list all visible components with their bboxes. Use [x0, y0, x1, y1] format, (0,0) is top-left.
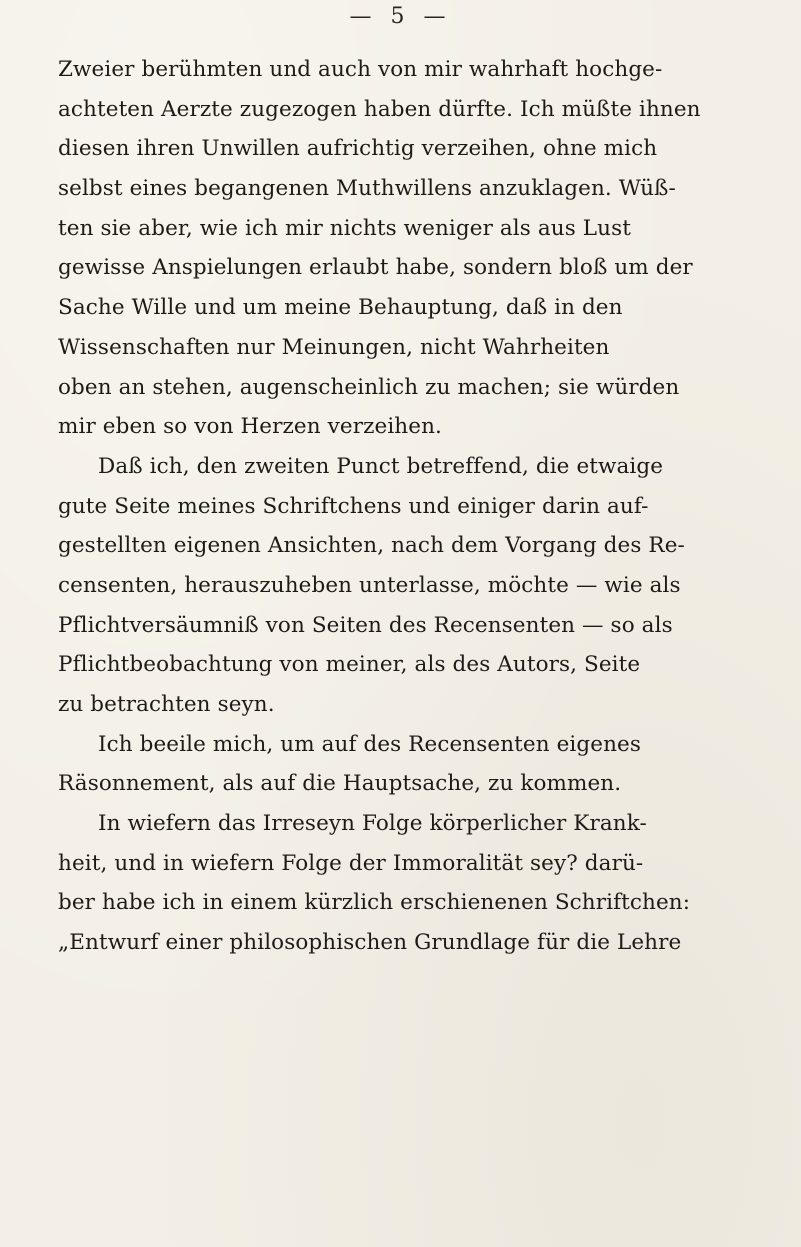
- text-line: Wissenschaften nur Meinungen, nicht Wahrheiten: [58, 334, 610, 360]
- text-line: gute Seite meines Schriftchens und einiger darin auf-: [58, 493, 649, 519]
- text-line: censenten, herauszuheben unterlasse, möchte — wie als: [58, 572, 681, 598]
- paragraph-start-line: In wiefern das Irreseyn Folge körperlicher Krank-: [98, 811, 647, 837]
- text-line: diesen ihren Unwillen aufrichtig verzeihen, ohne mich: [58, 136, 658, 162]
- text-line: gestellten eigenen Ansichten, nach dem Vorgang des Re-: [58, 533, 685, 559]
- text-line: ber habe ich in einem kürzlich erschienenen Schriftchen:: [58, 890, 691, 916]
- text-line: Räsonnement, als auf die Hauptsache, zu kommen.: [58, 771, 622, 797]
- text-line: gewisse Anspielungen erlaubt habe, sondern bloß um der: [58, 255, 693, 281]
- text-line: Zweier berühmten und auch von mir wahrhaft hochge-: [58, 57, 663, 82]
- text-line: heit, und in wiefern Folge der Immoralität sey? darü-: [58, 850, 644, 876]
- text-line: ten sie aber, wie ich mir nichts weniger als aus Lust: [58, 215, 631, 241]
- paragraph-start-line: Daß ich, den zweiten Punct betreffend, die etwaige: [98, 453, 664, 479]
- text-line: oben an stehen, augenscheinlich zu machen; sie würden: [58, 374, 680, 400]
- text-line: Pflichtversäumniß von Seiten des Recensenten — so als: [58, 612, 673, 638]
- text-line: „Entwurf einer philosophischen Grundlage für die Lehre: [58, 930, 682, 956]
- text-line: selbst eines begangenen Muthwillens anzuklagen. Wüß-: [58, 176, 676, 202]
- text-line: mir eben so von Herzen verzeihen.: [58, 414, 442, 440]
- text-line: Pflichtbeobachtung von meiner, als des Autors, Seite: [58, 652, 641, 678]
- body-text: [58, 50, 758, 963]
- paragraph-start-line: Ich beeile mich, um auf des Recensenten eigenes: [98, 731, 641, 757]
- text-line: zu betrachten seyn.: [58, 692, 275, 717]
- text-line: Sache Wille und um meine Behauptung, daß in den: [58, 295, 623, 321]
- text-line: achteten Aerzte zugezogen haben dürfte. Ich müßte ihnen: [58, 96, 701, 122]
- page-number: — 5 —: [349, 4, 452, 29]
